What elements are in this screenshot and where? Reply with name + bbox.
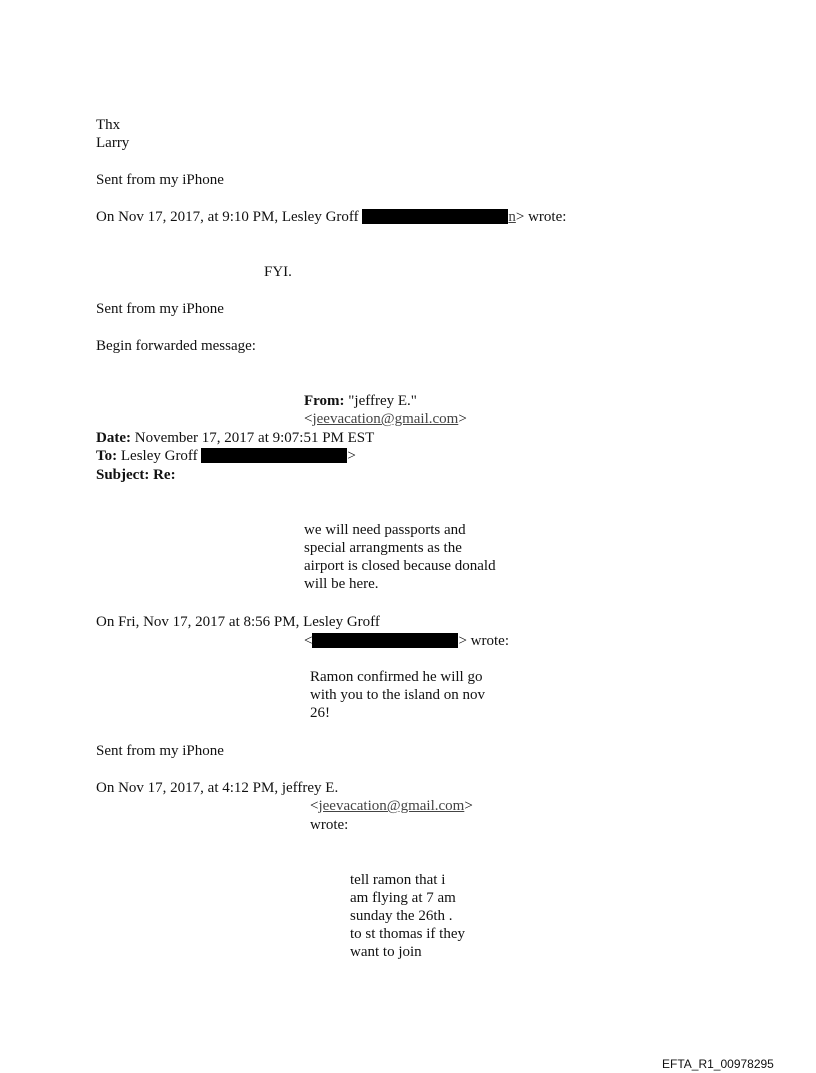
message-line: tell ramon that i: [350, 872, 446, 888]
message-line: will be here.: [304, 576, 379, 592]
to-suffix: >: [347, 448, 356, 464]
begin-forwarded-label: Begin forwarded message:: [96, 338, 256, 354]
message-line: am flying at 7 am: [350, 890, 456, 906]
header-suffix: > wrote:: [458, 633, 509, 649]
signoff-thx: Thx: [96, 117, 121, 133]
message-body-3: [350, 871, 465, 961]
subject-label: Subject: Re:: [96, 467, 176, 483]
to-value: Lesley Groff: [117, 448, 202, 464]
message-line: with you to the island on nov: [310, 687, 485, 703]
redaction-bar: [201, 448, 347, 463]
date-header: [96, 429, 374, 447]
sent-from-iphone-2: Sent from my iPhone: [96, 301, 224, 317]
sent-from-iphone-1: Sent from my iPhone: [96, 172, 224, 188]
angle-close: >: [464, 798, 473, 814]
header-suffix: > wrote:: [515, 209, 567, 225]
from-label: From:: [304, 393, 345, 409]
date-value: November 17, 2017 at 9:07:51 PM EST: [130, 430, 375, 446]
message-line: special arrangments as the: [304, 540, 462, 556]
from-value: "jeffrey E.": [344, 393, 417, 409]
message-line: airport is closed because donald: [304, 558, 496, 574]
message-line: want to join: [350, 944, 422, 960]
angle-open: <: [304, 633, 313, 649]
angle-open: <: [310, 798, 319, 814]
message-line: 26!: [310, 705, 330, 721]
message-line: to st thomas if they: [350, 926, 465, 942]
original-header-line-1: On Nov 17, 2017, at 4:12 PM, jeffrey E.: [96, 780, 339, 796]
header-email-tail: n: [508, 209, 516, 225]
angle-close: >: [458, 411, 467, 427]
message-line: we will need passports and: [304, 522, 466, 538]
sent-from-iphone-3: Sent from my iPhone: [96, 743, 224, 759]
message-body-1: [304, 521, 496, 593]
from-email-link[interactable]: jeevacation@gmail.com: [312, 411, 459, 427]
redaction-bar: [362, 209, 508, 224]
reply-header-line-1: On Fri, Nov 17, 2017 at 8:56 PM, Lesley Groff: [96, 614, 380, 630]
document-id: EFTA_R1_00978295: [662, 1057, 774, 1071]
date-label: Date:: [96, 430, 131, 446]
forward-header-line: [96, 208, 566, 226]
fyi-text: FYI.: [264, 264, 292, 280]
to-header: [96, 447, 356, 465]
to-label: To:: [96, 448, 118, 464]
message-line: Ramon confirmed he will go: [310, 669, 483, 685]
angle-open: <: [304, 411, 313, 427]
message-line: sunday the 26th .: [350, 908, 453, 924]
subject-header: [96, 466, 176, 484]
original-wrote: wrote:: [310, 817, 349, 833]
original-email-line: [310, 797, 473, 815]
original-email-link[interactable]: jeevacation@gmail.com: [318, 798, 465, 814]
from-email-line: [304, 410, 467, 428]
header-prefix: On Nov 17, 2017, at 9:10 PM, Lesley Groff: [96, 209, 363, 225]
redaction-bar: [312, 633, 458, 648]
signoff-name: Larry: [96, 135, 130, 151]
reply-header-line-2: [304, 632, 509, 650]
message-body-2: [310, 668, 485, 722]
from-header: [304, 392, 417, 410]
